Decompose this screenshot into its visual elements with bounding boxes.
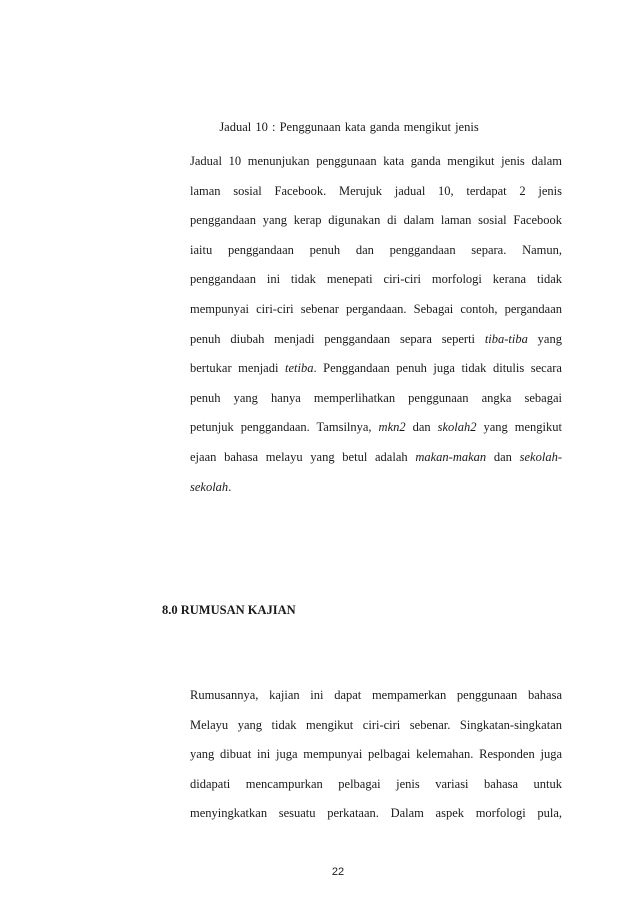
text-run: bertukar menjadi [190,361,285,376]
table-caption: Jadual 10 : Penggunaan kata ganda mengikut jenis [219,120,479,134]
text-line [190,746,562,776]
text-run: Rumusannya, kajian ini dapat mempamerkan penggunaan bahasa [190,688,562,702]
italic-text: sekolah- [519,449,562,464]
text-run: penggandaan ini tidak menepati ciri-ciri morfologi kerana tidak [190,272,562,287]
page-number: 22 [331,866,345,878]
text-run: dan [405,420,438,435]
text-run: yang [527,331,562,346]
text-run: penuh diubah menjadi penggandaan separa seperti [190,331,485,346]
text-line [190,153,562,183]
text-run: penuh yang hanya memperlihatkan penggunaan angka sebagai [190,390,562,405]
italic-text: tiba-tiba [484,331,528,346]
paragraph-jadual-10 [190,153,562,508]
section-heading: 8.0 RUMUSAN KAJIAN [162,603,296,617]
text-line [190,717,562,747]
text-run: ejaan bahasa melayu yang betul adalah [190,449,416,464]
text-run: penggandaan yang kerap digunakan di dalam laman sosial Facebook [190,213,562,228]
text-line [190,687,562,717]
text-run: dan [486,449,520,464]
text-run: yang mengikut [476,420,563,435]
text-run: petunjuk penggandaan. Tamsilnya, [190,420,379,435]
italic-text: tetiba [284,361,314,376]
text-line [190,449,562,479]
italic-text: mkn2 [378,420,406,435]
text-run: laman sosial Facebook. Merujuk jadual 10, terdapat 2 jenis [190,183,562,198]
text-run: Jadual 10 menunjukan penggunaan kata ganda mengikut jenis dalam [190,154,562,168]
text-line [190,360,562,390]
text-run: iaitu penggandaan penuh dan penggandaan separa. Namun, [190,242,562,257]
text-line [190,390,562,420]
text-line [190,242,562,272]
text-run: didapati mencampurkan pelbagai jenis variasi bahasa untuk [190,776,562,791]
text-line [190,301,562,331]
text-run: yang dibuat ini juga mempunyai pelbagai kelemahan. Responden juga [190,747,562,762]
italic-text: skolah2 [437,420,477,435]
paragraph-rumusan [190,687,562,835]
text-line [190,271,562,301]
text-line [190,183,562,213]
text-line [190,331,562,361]
text-run: Melayu yang tidak mengikut ciri-ciri sebenar. Singkatan-singkatan [190,717,562,732]
text-run: . Penggandaan penuh juga tidak ditulis secara [313,361,562,376]
italic-text: sekolah [190,479,229,494]
text-line [190,212,562,242]
text-run: mempunyai ciri-ciri sebenar pergandaan. Sebagai contoh, pergandaan [190,301,562,316]
text-line [190,776,562,806]
text-line [190,419,562,449]
italic-text: makan-makan [415,449,487,464]
text-line [190,479,562,509]
text-run: . [228,479,232,494]
text-run: menyingkatkan sesuatu perkataan. Dalam aspek morfologi pula, [190,806,562,821]
text-line [190,805,562,835]
